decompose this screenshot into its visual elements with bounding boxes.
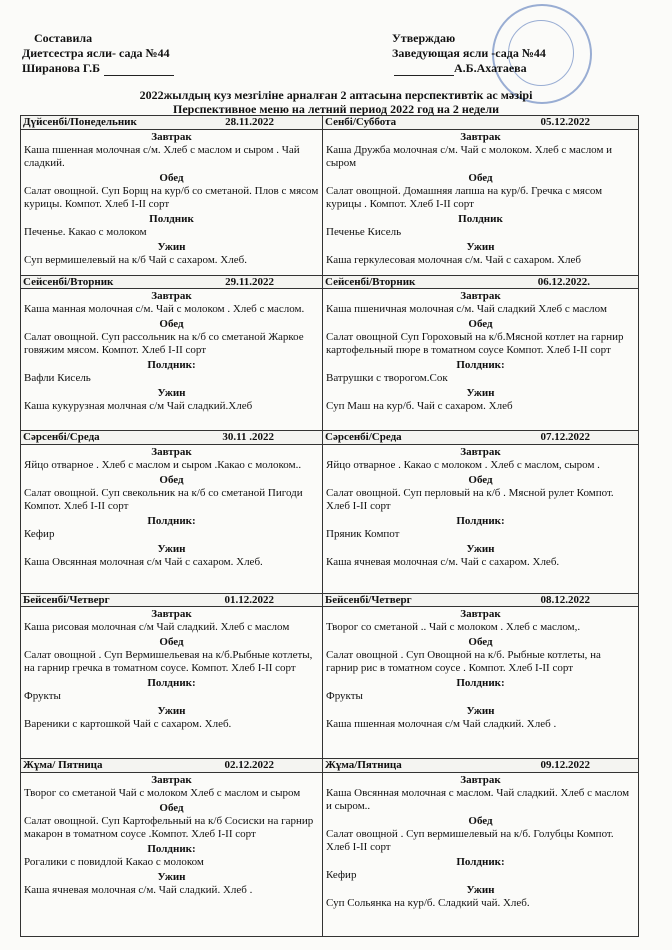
day-header-cell: [323, 593, 639, 607]
title-kazakh: 2022жылдың куз мезгіліне арналған 2 аптасына перспективтік ас мәзірі: [139, 88, 533, 102]
day-menu-cell: [323, 773, 639, 937]
day-header-cell: [21, 759, 323, 773]
day-header-row: [21, 116, 639, 130]
day-name: Дүйсенбі/Понедельник: [23, 116, 137, 128]
meal-dishes: Вафли Кисель: [24, 372, 91, 385]
day-header-cell: [21, 116, 323, 130]
meal-name: Ужин: [157, 705, 186, 718]
day-menu-cell: [323, 129, 639, 275]
meal-name: Обед: [468, 171, 493, 184]
meal-dishes: Фрукты: [24, 690, 61, 703]
meal-name: Завтрак: [460, 774, 501, 787]
meal-dishes: Каша геркулесовая молочная с/м. Чай с сахаром. Хлеб: [326, 253, 582, 266]
day-name: Сәрсенбі/Среда: [325, 430, 402, 443]
day-menu-cell: [21, 289, 323, 431]
day-name: Жұма/ Пятница: [23, 759, 103, 772]
day-menu-cell: [21, 607, 323, 759]
meal-name: Завтрак: [151, 130, 192, 143]
compiled-by-name: Ширанова Г.Б: [22, 61, 101, 75]
day-date: 08.12.2022: [540, 593, 590, 606]
meal-name: Завтрак: [151, 290, 192, 303]
day-header-cell: [323, 275, 639, 289]
meal-name: Полдник:: [456, 677, 505, 690]
day-date: 30.11 .2022: [222, 430, 274, 443]
meal-name: Ужин: [157, 542, 186, 555]
meal-dishes: Каша Дружба молочная с/м. Чай с молоком. Хлеб с маслом и сыром: [326, 143, 613, 169]
day-menu-row: [21, 607, 639, 759]
meal-name: Обед: [468, 815, 493, 828]
meal-name: Обед: [159, 636, 184, 649]
day-menu-cell: [21, 444, 323, 593]
meal-dishes: Каша ячневая молочная с/м. Чай сладкий. Хлеб .: [24, 884, 253, 897]
meal-dishes: Салат овощной. Суп Картофельный на к/б Сосиски на гарнир макарон в томатном соусе .Компот. Хлеб I-II сорт: [24, 815, 314, 841]
meal-name: Ужин: [466, 240, 495, 253]
day-name: Сейсенбі/Вторник: [23, 275, 114, 288]
meal-name: Ужин: [466, 884, 495, 897]
meal-dishes: Салат овощной. Суп рассольник на к/б со сметаной Жаркое говяжим мясом. Компот. Хлеб I-II сорт: [24, 331, 304, 357]
day-header-row: [21, 275, 639, 289]
day-header-cell: [21, 430, 323, 444]
meal-name: Обед: [468, 473, 493, 486]
day-menu-row: [21, 289, 639, 431]
approved-by-name: А.Б.Ахатаева: [454, 61, 527, 75]
day-name: Бейсенбі/Четверг: [23, 593, 110, 606]
meal-dishes: Печенье. Какао с молоком: [24, 225, 147, 238]
compiled-by-position: Диетсестра ясли- сада №44: [22, 46, 170, 60]
meal-name: Ужин: [157, 387, 186, 400]
meal-dishes: Каша пшенная молочная с/м. Хлеб с маслом и сыром . Чай сладкий.: [24, 143, 300, 169]
meal-name: Завтрак: [151, 445, 192, 458]
day-menu-row: [21, 773, 639, 937]
title-russian: Перспективное меню на летний период 2022 год на 2 недели: [172, 102, 499, 116]
meal-name: Полдник:: [147, 514, 196, 527]
meal-name: Завтрак: [151, 608, 192, 621]
meal-name: Ужин: [466, 542, 495, 555]
meal-name: Обед: [159, 318, 184, 331]
meal-dishes: Каша ячневая молочная с/м. Чай с сахаром. Хлеб.: [326, 555, 560, 568]
day-date: 09.12.2022: [540, 759, 590, 772]
meal-name: Обед: [468, 318, 493, 331]
meal-dishes: Каша Овсянная молочная с маслом. Чай сладкий. Хлеб с маслом и сыром..: [326, 787, 630, 813]
day-date: 28.11.2022: [225, 116, 274, 128]
day-menu-row: [21, 129, 639, 275]
day-menu-row: [21, 444, 639, 593]
day-menu-cell: [21, 129, 323, 275]
signature-line-right: [394, 63, 454, 76]
meal-name: Полдник:: [147, 843, 196, 856]
meal-dishes: Творог со сметаной .. Чай с молоком . Хлеб с маслом,.: [326, 621, 581, 634]
day-menu-cell: [323, 289, 639, 431]
meal-dishes: Салат овощной. Домашняя лапша на кур/б. Гречка с мясом курицы . Компот. Хлеб I-II сорт: [326, 184, 603, 210]
meal-dishes: Каша пшеничная молочная с/м. Чай сладкий Хлеб с маслом: [326, 303, 607, 316]
meal-dishes: Салат овощной. Суп Борщ на кур/б со сметаной. Плов с мясом курицы. Компот. Хлеб I-II сорт: [24, 184, 319, 210]
meal-dishes: Кефир: [24, 527, 55, 540]
meal-dishes: Салат овощной Суп Гороховый на к/б.Мясной котлет на гарнир картофельный пюре в томатном соусе Компот. Хлеб I-II сорт: [326, 331, 624, 357]
day-name: Сәрсенбі/Среда: [23, 430, 100, 443]
meal-name: Завтрак: [460, 608, 501, 621]
meal-name: Ужин: [466, 387, 495, 400]
day-header-row: [21, 759, 639, 773]
meal-dishes: Фрукты: [326, 690, 363, 703]
meal-name: Полдник:: [147, 359, 196, 372]
approved-by-block: [392, 31, 546, 76]
meal-dishes: Печенье Кисель: [326, 225, 402, 238]
meal-name: Завтрак: [151, 774, 192, 787]
day-menu-cell: [323, 607, 639, 759]
meal-name: Обед: [468, 636, 493, 649]
day-header-cell: [323, 430, 639, 444]
meal-name: Обед: [159, 171, 184, 184]
day-header-cell: [323, 116, 639, 130]
signature-line-left: [104, 63, 174, 76]
meal-name: Полдник: [458, 212, 503, 225]
day-name: Жұма/Пятница: [325, 759, 402, 772]
meal-dishes: Салат овощной . Суп Овощной на к/б. Рыбные котлеты, на гарнир рис в томатном соусе . Компот. Хлеб I-II сорт: [326, 649, 601, 675]
day-date: 06.12.2022.: [537, 275, 590, 288]
meal-name: Завтрак: [460, 445, 501, 458]
meal-dishes: Салат овощной. Суп перловый на к/б . Мясной рулет Компот. Хлеб I-II сорт: [326, 486, 614, 512]
approved-by-position: Заведующая ясли -сада №44: [392, 46, 546, 60]
meal-name: Ужин: [466, 705, 495, 718]
meal-name: Завтрак: [460, 290, 501, 303]
meal-dishes: Пряник Компот: [326, 527, 400, 540]
day-date: 01.12.2022: [224, 593, 274, 606]
day-date: 29.11.2022: [225, 275, 274, 288]
meal-dishes: Каша пшенная молочная с/м Чай сладкий. Хлеб .: [326, 718, 557, 731]
meal-name: Ужин: [157, 871, 186, 884]
meal-name: Полдник:: [456, 856, 505, 869]
day-menu-cell: [323, 444, 639, 593]
meal-dishes: Салат овощной . Суп Вермишельевая на к/б.Рыбные котлеты, на гарнир гречка в томатном соусе. Компот. Хлеб I-II сорт: [24, 649, 313, 675]
meal-name: Полдник:: [147, 677, 196, 690]
meal-name: Обед: [159, 802, 184, 815]
meal-dishes: Яйцо отварное . Какао с молоком . Хлеб с маслом, сыром .: [326, 458, 600, 471]
meal-dishes: Каша Овсянная молочная с/м Чай с сахаром. Хлеб.: [24, 555, 263, 568]
meal-dishes: Суп Сольянка на кур/б. Сладкий чай. Хлеб.: [326, 897, 530, 910]
meal-dishes: Салат овощной . Суп вермишелевый на к/б. Голубцы Компот. Хлеб I-II сорт: [326, 828, 614, 854]
menu-table: [20, 115, 639, 937]
day-header-cell: [21, 275, 323, 289]
day-date: 07.12.2022: [540, 430, 590, 443]
day-date: 05.12.2022: [540, 116, 590, 128]
meal-dishes: Ватрушки с творогом.Сок: [326, 372, 448, 385]
meal-dishes: Вареники с картошкой Чай с сахаром. Хлеб.: [24, 718, 232, 731]
day-header-cell: [21, 593, 323, 607]
meal-dishes: Яйцо отварное . Хлеб с маслом и сыром .Какао с молоком..: [24, 458, 302, 471]
day-header-cell: [323, 759, 639, 773]
meal-dishes: Каша манная молочная с/м. Чай с молоком . Хлеб с маслом.: [24, 303, 305, 316]
meal-dishes: Салат овощной. Суп свекольник на к/б со сметаной Пигоди Компот. Хлеб I-II сорт: [24, 486, 303, 512]
meal-dishes: Суп вермишелевый на к/б Чай с сахаром. Хлеб.: [24, 253, 247, 266]
meal-dishes: Каша рисовая молочная с/м Чай сладкий. Хлеб с маслом: [24, 621, 290, 634]
day-name: Сенбі/Суббота: [325, 116, 397, 128]
meal-dishes: Рогалики с повидлой Какао с молоком: [24, 856, 204, 869]
meal-name: Полдник: [149, 212, 194, 225]
day-menu-cell: [21, 773, 323, 937]
day-date: 02.12.2022: [224, 759, 274, 772]
compiled-by-block: [22, 31, 174, 76]
meal-name: Обед: [159, 473, 184, 486]
day-header-row: [21, 593, 639, 607]
meal-dishes: Кефир: [326, 869, 357, 882]
day-name: Сейсенбі/Вторник: [325, 275, 416, 288]
meal-name: Завтрак: [460, 130, 501, 143]
meal-name: Ужин: [157, 240, 186, 253]
day-name: Бейсенбі/Четверг: [325, 593, 412, 606]
compiled-by-label: Составила: [34, 31, 93, 45]
meal-name: Полдник:: [456, 514, 505, 527]
meal-dishes: Суп Маш на кур/б. Чай с сахаром. Хлеб: [326, 400, 513, 413]
meal-name: Полдник:: [456, 359, 505, 372]
meal-dishes: Каша кукурузная молчная с/м Чай сладкий.Хлеб: [24, 400, 253, 413]
meal-dishes: Творог со сметаной Чай с молоком Хлеб с маслом и сыром: [24, 787, 301, 800]
day-header-row: [21, 430, 639, 444]
approved-by-label: Утверждаю: [392, 31, 456, 45]
